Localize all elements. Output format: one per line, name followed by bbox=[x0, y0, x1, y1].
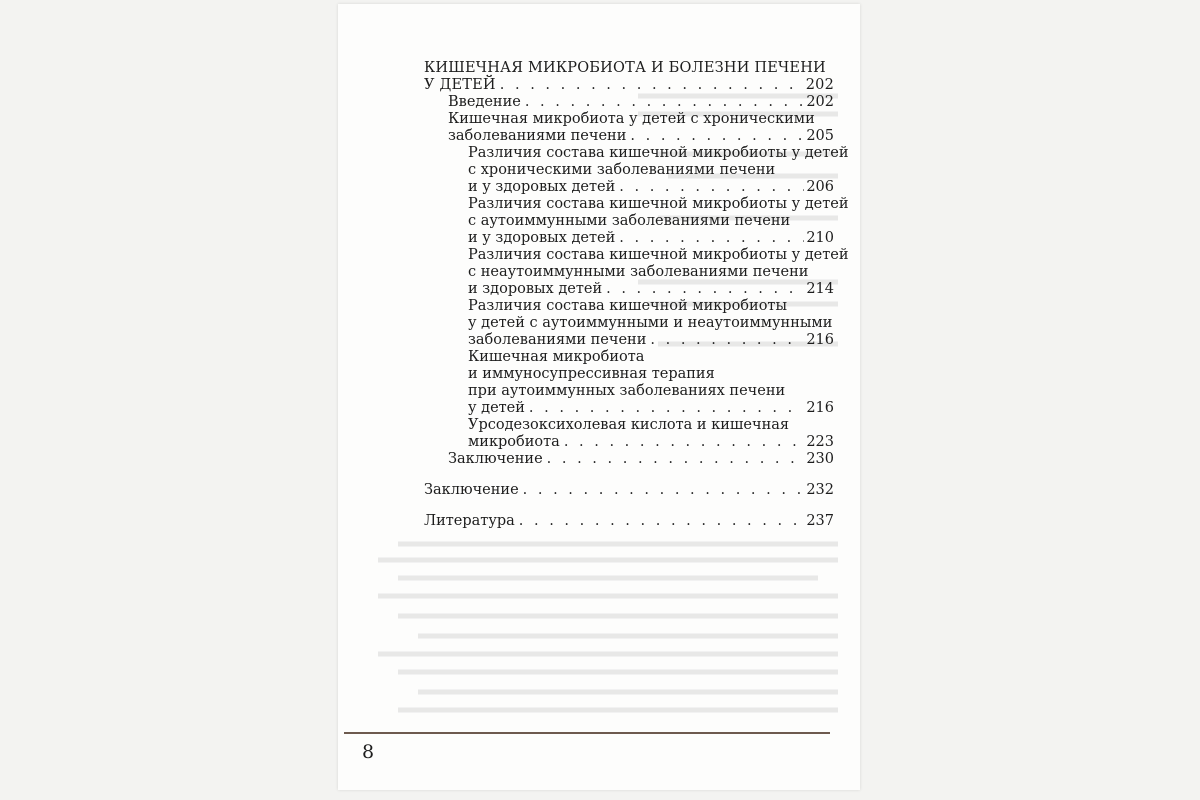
toc-entry bbox=[424, 513, 834, 530]
toc-entry-title-line: КИШЕЧНАЯ МИКРОБИОТА И БОЛЕЗНИ ПЕЧЕНИ bbox=[424, 60, 826, 76]
toc-entry-title-line: микробиота bbox=[468, 434, 560, 450]
toc-entry-title-line: с неаутоиммунными заболеваниями печени bbox=[468, 264, 809, 280]
toc-entry-title-line: Урсодезоксихолевая кислота и кишечная bbox=[468, 417, 790, 433]
toc-entry-title-line: Кишечная микробиота у детей с хроническими bbox=[448, 111, 815, 127]
dot-leader bbox=[500, 77, 804, 94]
toc-entry-title-line: Кишечная микробиота bbox=[468, 349, 645, 365]
dot-leader bbox=[606, 281, 804, 298]
toc-entry-title-line: У ДЕТЕЙ bbox=[424, 77, 496, 93]
dot-leader bbox=[619, 230, 804, 247]
toc-entry bbox=[424, 417, 834, 451]
toc-entry bbox=[424, 94, 834, 111]
book-page bbox=[338, 4, 860, 790]
toc-entry-title-line: Различия состава кишечной микробиоты у детей bbox=[468, 145, 849, 161]
toc-entry-title-line: и у здоровых детей bbox=[468, 179, 616, 195]
toc-entry-title-line: у детей с аутоиммунными и неаутоиммунными bbox=[468, 315, 833, 331]
toc-entry bbox=[424, 60, 834, 94]
toc-page-number: 216 bbox=[806, 400, 834, 416]
toc-page-number: 210 bbox=[806, 230, 834, 246]
dot-leader bbox=[519, 513, 805, 530]
toc-entry-title-line: Литература bbox=[424, 513, 515, 529]
toc-page-number: 232 bbox=[806, 482, 834, 498]
toc-page-number: 237 bbox=[806, 513, 834, 529]
toc-page-number: 202 bbox=[805, 77, 834, 93]
toc-entry-title-line: и иммуносупрессивная терапия bbox=[468, 366, 715, 382]
dot-leader bbox=[523, 482, 805, 499]
dot-leader bbox=[619, 179, 804, 196]
dot-leader bbox=[650, 332, 804, 349]
toc-page-number: 206 bbox=[806, 179, 834, 195]
toc-entry-title-line: заболеваниями печени bbox=[448, 128, 627, 144]
toc-entry-title-line: Различия состава кишечной микробиоты bbox=[468, 298, 787, 314]
toc-entry bbox=[424, 451, 834, 468]
toc-entry bbox=[424, 196, 849, 247]
toc-entry-title-line: заболеваниями печени bbox=[468, 332, 647, 348]
dot-leader bbox=[630, 128, 804, 145]
toc-entry bbox=[424, 482, 834, 499]
toc-page-number: 202 bbox=[806, 94, 834, 110]
toc-entry bbox=[424, 349, 834, 417]
toc-entry bbox=[424, 298, 834, 349]
toc-entry bbox=[424, 145, 849, 196]
footer-rule bbox=[344, 732, 830, 734]
table-of-contents bbox=[424, 60, 849, 530]
toc-entry-title-line: при аутоиммунных заболеваниях печени bbox=[468, 383, 786, 399]
dot-leader bbox=[564, 434, 805, 451]
toc-page-number: 216 bbox=[806, 332, 834, 348]
toc-entry-title-line: Различия состава кишечной микробиоты у детей bbox=[468, 196, 849, 212]
toc-entry-title-line: Заключение bbox=[448, 451, 543, 467]
toc-entry-title-line: с аутоиммунными заболеваниями печени bbox=[468, 213, 791, 229]
toc-entry bbox=[424, 111, 834, 145]
toc-entry-title-line: и у здоровых детей bbox=[468, 230, 616, 246]
toc-entry-title-line: у детей bbox=[468, 400, 525, 416]
toc-page-number: 223 bbox=[806, 434, 834, 450]
toc-entry-title-line: Различия состава кишечной микробиоты у детей bbox=[468, 247, 849, 263]
toc-page-number: 230 bbox=[806, 451, 834, 467]
toc-page-number: 214 bbox=[806, 281, 834, 297]
toc-entry-title-line: Заключение bbox=[424, 482, 519, 498]
dot-leader bbox=[529, 400, 804, 417]
toc-entry bbox=[424, 247, 849, 298]
toc-entry-title-line: с хроническими заболеваниями печени bbox=[468, 162, 776, 178]
page-number: 8 bbox=[362, 741, 375, 763]
dot-leader bbox=[525, 94, 804, 111]
dot-leader bbox=[547, 451, 805, 468]
toc-page-number: 205 bbox=[806, 128, 834, 144]
toc-entry-title-line: и здоровых детей bbox=[468, 281, 603, 297]
toc-entry-title-line: Введение bbox=[448, 94, 521, 110]
